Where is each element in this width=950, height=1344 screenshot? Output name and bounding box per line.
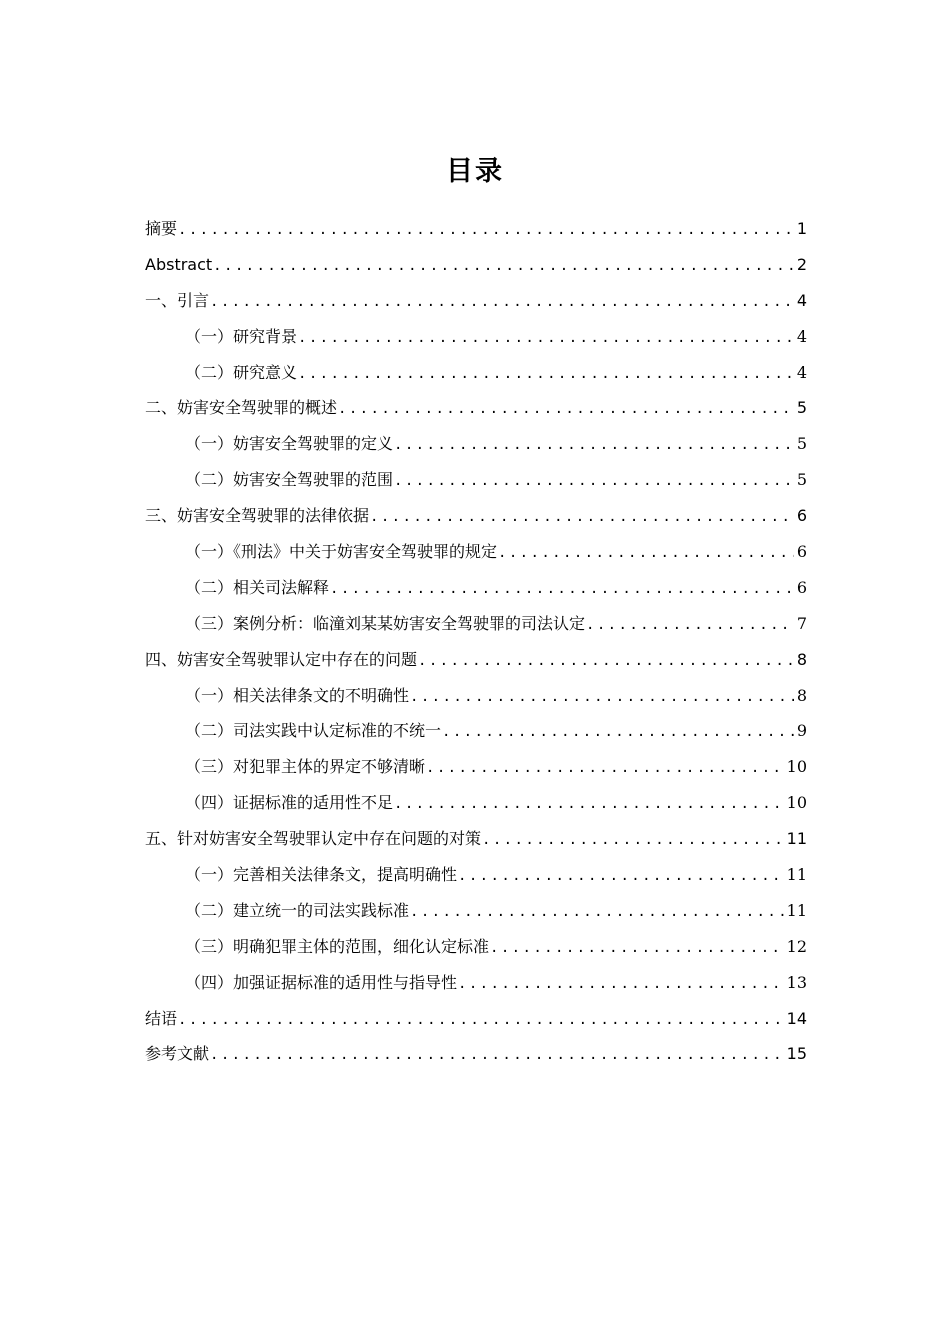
toc-entry[interactable]: [145, 390, 807, 426]
toc-entry[interactable]: [145, 1036, 807, 1072]
dot-leader: [586, 608, 794, 644]
dot-leader: [458, 967, 784, 1003]
toc-entry-page-number: 12: [786, 936, 807, 956]
dot-leader: [394, 787, 784, 823]
toc-entry-page-number: 8: [796, 649, 807, 669]
toc-entry-label: （三）对犯罪主体的界定不够清晰: [185, 757, 426, 777]
toc-entry-label: 摘要: [145, 219, 178, 238]
toc-entry-page-number: 1: [796, 219, 807, 238]
table-of-contents: [145, 211, 807, 1072]
toc-entry-page-number: 5: [796, 470, 807, 490]
toc-entry-label: 参考文献: [145, 1044, 210, 1064]
dot-leader: [370, 500, 794, 536]
toc-entry-label: 三、妨害安全驾驶罪的法律依据: [145, 506, 370, 526]
dot-leader: [210, 1038, 784, 1074]
toc-entry-page-number: 10: [786, 793, 807, 813]
toc-entry[interactable]: [145, 642, 807, 678]
toc-entry-page-number: 15: [786, 1044, 807, 1064]
toc-entry[interactable]: [145, 893, 807, 929]
toc-entry-page-number: 4: [796, 326, 807, 346]
dot-leader: [442, 715, 794, 751]
toc-entry[interactable]: [145, 929, 807, 965]
dot-leader: [298, 357, 794, 393]
toc-entry-page-number: 11: [786, 865, 807, 885]
toc-entry-page-number: 8: [796, 685, 807, 705]
toc-entry-label: （二）建立统一的司法实践标准: [185, 900, 410, 920]
toc-entry-page-number: 6: [796, 577, 807, 597]
toc-entry[interactable]: [145, 965, 807, 1001]
dot-leader: [498, 536, 794, 572]
dot-leader: [482, 823, 784, 859]
toc-entry[interactable]: [145, 606, 807, 642]
toc-entry-page-number: 5: [796, 434, 807, 454]
dot-leader: [394, 464, 794, 500]
dot-leader: [210, 285, 794, 321]
toc-entry-page-number: 14: [786, 1008, 807, 1028]
toc-entry-label: 二、妨害安全驾驶罪的概述: [145, 398, 338, 418]
toc-entry-page-number: 2: [796, 254, 807, 274]
toc-entry-label: Abstract: [145, 254, 213, 274]
toc-entry[interactable]: [145, 1001, 807, 1037]
toc-entry-page-number: 11: [786, 900, 807, 920]
toc-entry[interactable]: [145, 498, 807, 534]
toc-entry[interactable]: [145, 462, 807, 498]
dot-leader: [410, 680, 794, 716]
toc-entry[interactable]: [145, 570, 807, 606]
toc-entry[interactable]: [145, 678, 807, 714]
toc-entry-page-number: 9: [796, 721, 807, 741]
toc-entry-label: （一）《刑法》中关于妨害安全驾驶罪的规定: [185, 542, 498, 562]
toc-entry[interactable]: [145, 534, 807, 570]
toc-entry-label: （四）证据标准的适用性不足: [185, 793, 394, 813]
toc-entry[interactable]: [145, 821, 807, 857]
toc-entry[interactable]: [145, 785, 807, 821]
toc-entry-label: （三）明确犯罪主体的范围，细化认定标准: [185, 936, 490, 956]
dot-leader: [338, 392, 794, 428]
dot-leader: [178, 1003, 784, 1039]
dot-leader: [458, 859, 784, 895]
toc-entry[interactable]: [145, 319, 807, 355]
toc-entry-label: （二）妨害安全驾驶罪的范围: [185, 470, 394, 490]
toc-entry-label: （一）妨害安全驾驶罪的定义: [185, 434, 394, 454]
toc-entry-label: 四、妨害安全驾驶罪认定中存在的问题: [145, 649, 418, 669]
dot-leader: [213, 249, 794, 285]
toc-entry[interactable]: [145, 211, 807, 247]
toc-entry-label: （一）研究背景: [185, 326, 298, 346]
toc-entry-page-number: 7: [796, 613, 807, 633]
dot-leader: [418, 644, 794, 680]
toc-entry-page-number: 5: [796, 398, 807, 418]
toc-entry-label: （四）加强证据标准的适用性与指导性: [185, 972, 458, 992]
toc-entry[interactable]: [145, 426, 807, 462]
toc-entry[interactable]: [145, 749, 807, 785]
toc-entry-page-number: 10: [786, 757, 807, 777]
toc-entry-page-number: 4: [796, 362, 807, 382]
toc-entry-label: （一）完善相关法律条文，提高明确性: [185, 865, 458, 885]
toc-entry-label: 五、针对妨害安全驾驶罪认定中存在问题的对策: [145, 829, 482, 849]
toc-entry[interactable]: [145, 857, 807, 893]
dot-leader: [330, 572, 794, 608]
toc-entry-page-number: 11: [786, 829, 807, 849]
toc-entry-label: 一、引言: [145, 290, 210, 310]
toc-entry-page-number: 13: [786, 972, 807, 992]
dot-leader: [178, 213, 794, 249]
toc-entry-page-number: 6: [796, 506, 807, 526]
toc-entry[interactable]: [145, 247, 807, 283]
toc-entry[interactable]: [145, 355, 807, 391]
toc-entry-label: （二）相关司法解释: [185, 577, 330, 597]
toc-entry[interactable]: [145, 713, 807, 749]
dot-leader: [490, 931, 784, 967]
dot-leader: [298, 321, 794, 357]
toc-entry-label: （二）司法实践中认定标准的不统一: [185, 721, 442, 741]
toc-entry-label: 结语: [145, 1008, 178, 1028]
toc-entry-label: （一）相关法律条文的不明确性: [185, 685, 410, 705]
toc-entry[interactable]: [145, 283, 807, 319]
page-title: 目录: [446, 156, 504, 187]
dot-leader: [426, 751, 784, 787]
dot-leader: [394, 428, 794, 464]
toc-entry-label: （二）研究意义: [185, 362, 298, 382]
toc-entry-label: （三）案例分析：临潼刘某某妨害安全驾驶罪的司法认定: [185, 613, 586, 633]
toc-entry-page-number: 4: [796, 290, 807, 310]
toc-entry-page-number: 6: [796, 542, 807, 562]
dot-leader: [410, 895, 784, 931]
